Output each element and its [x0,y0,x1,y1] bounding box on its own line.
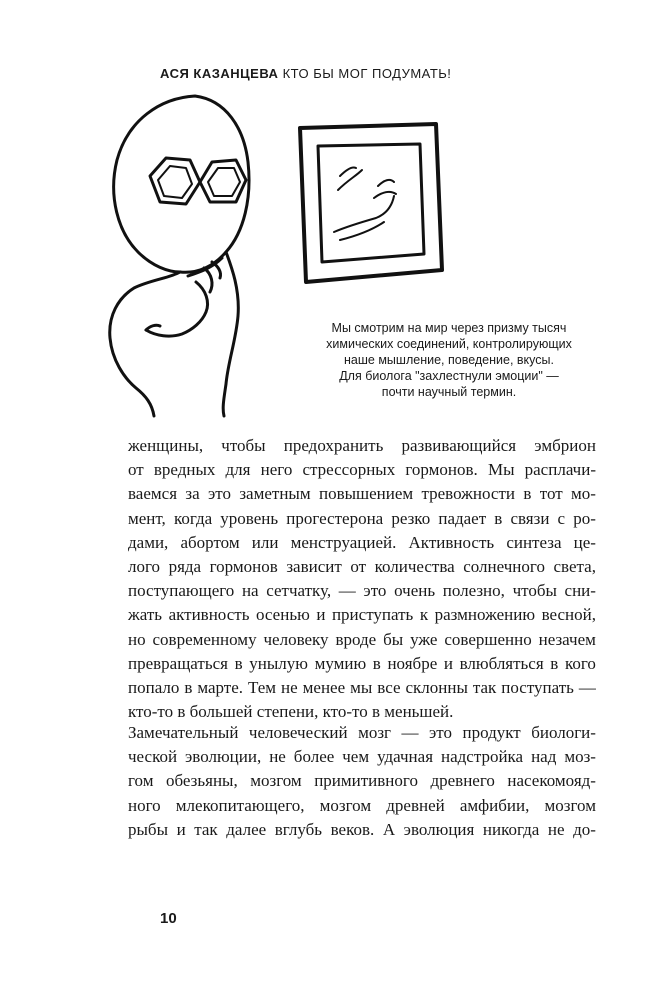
body-paragraph-1 [128,434,596,724]
text-line: рыбы и так далее вглубь веков. А эволюция никогда не до- [128,819,596,839]
caption-line: наше мышление, поведение, вкусы. [344,353,554,367]
text-line: ваемся за это заметным повышением тревожности в тот мо- [128,484,596,504]
text-line: жать активность осенью и приступать к размножению весной, [128,605,596,625]
text-line: ческой эволюции, не более чем удачная надстройка над моз- [128,747,596,767]
text-line: от вредных для него стрессорных гормонов. Мы расплачи- [128,460,596,480]
header-book-title: КТО БЫ МОГ ПОДУМАТЬ! [282,66,452,81]
text-line: Замечательный человеческий мозг — это продукт биологи- [128,723,596,742]
text-line: кто-то в большей степени, кто-то в меньшей. [128,702,454,722]
text-line: гом обезьяны, мозгом примитивного древнего насекомояд- [128,771,596,791]
caption-line: химических соединений, контролирующих [326,337,572,351]
text-line: мент, когда уровень прогестерона резко падает в связи с ро- [128,508,596,528]
figure-head [114,96,249,272]
page-number: 10 [160,910,177,927]
text-line: превращаться в унылую мумию в ноябре и влюбляться в кого [128,653,596,673]
text-line: поступающего на сетчатку, — это очень полезно, чтобы сни- [128,581,596,601]
text-line: женщины, чтобы предохранить развивающийся эмбрион [128,436,596,455]
caption-line: Мы смотрим на мир через призму тысяч [331,321,567,335]
text-line: попало в марте. Тем не менее мы все склонны так поступать — [128,678,596,698]
text-line: лого ряда гормонов зависит от количества солнечного света, [128,557,596,577]
frame-inner [318,144,424,262]
header-author: АСЯ КАЗАНЦЕВА [160,66,279,81]
illustration-caption [318,320,580,400]
caption-line: почти научный термин. [381,385,517,399]
text-line: дами, абортом или менструацией. Активность синтеза це- [128,532,596,552]
figure-body [110,272,180,416]
body-paragraph-2 [128,721,596,842]
caption-line: Для биолога "захлестнули эмоции" — [339,369,559,383]
text-line: но современному человеку вроде бы уже совершенно незачем [128,629,596,649]
text-line: ного млекопитающего, мозгом древней амфибии, мозгом [128,795,596,815]
